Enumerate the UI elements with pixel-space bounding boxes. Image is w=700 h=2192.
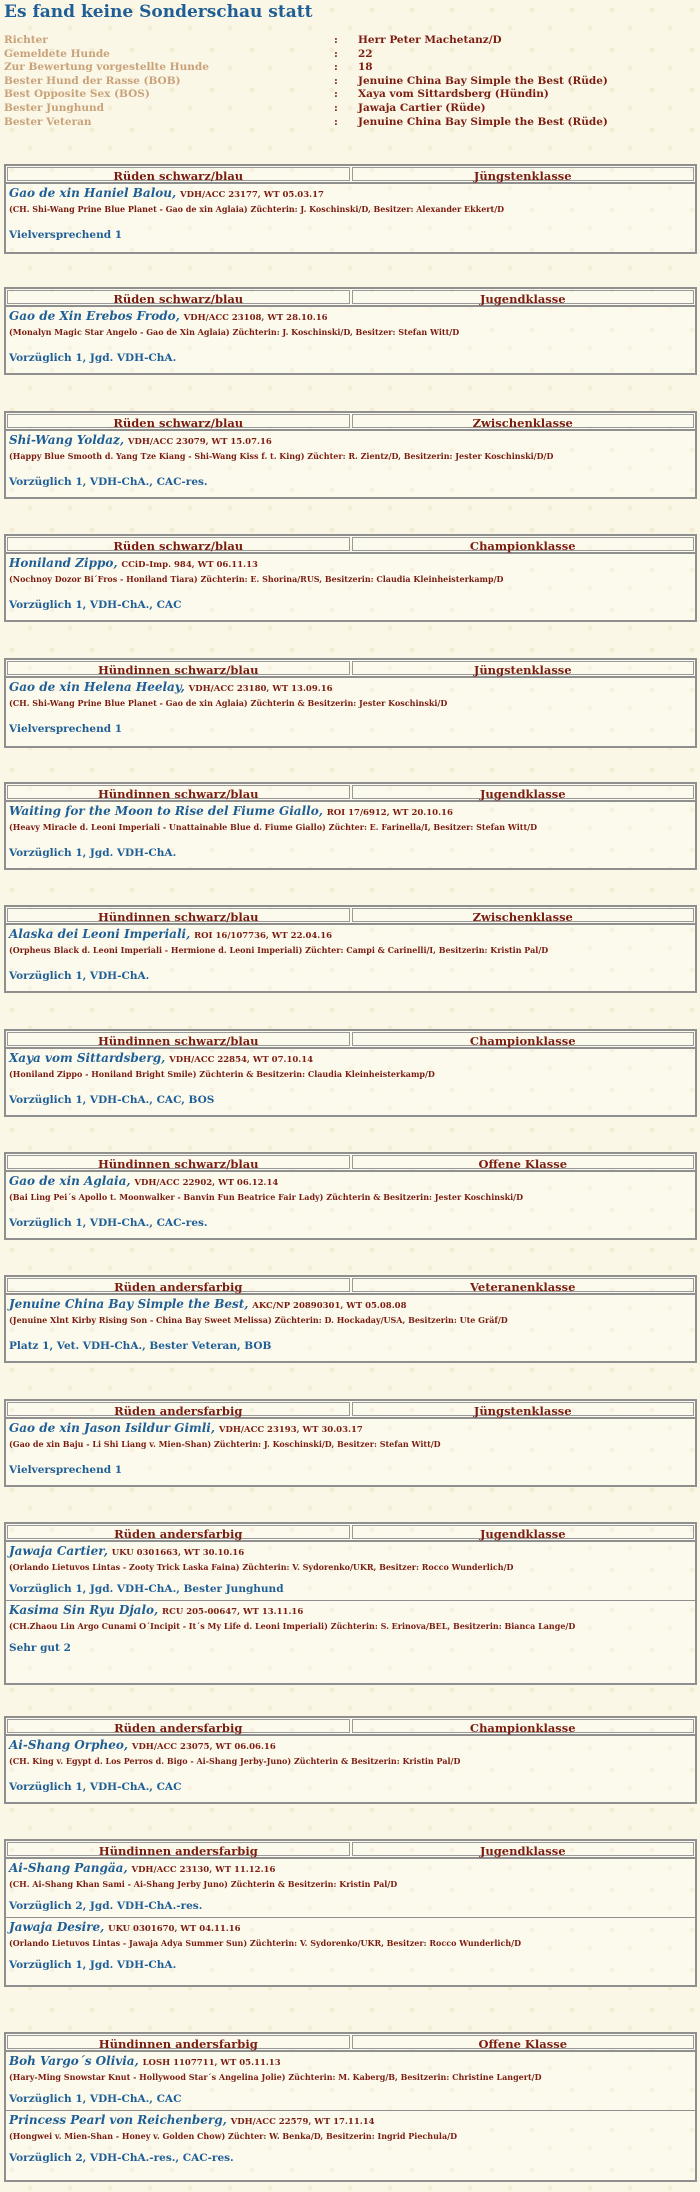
summary-label: Gemeldete Hunde [4,47,110,60]
summary-value: 22 [358,47,373,60]
summary-table [4,34,694,129]
dog-registration: VDH/ACC 22854, WT 07.10.14 [169,1055,314,1065]
dog-entry [6,1418,695,1481]
summary-label: Bester Veteran [4,115,92,128]
summary-row [4,48,694,62]
dog-pedigree: (CH. Shi-Wang Prine Blue Planet - Gao de xin Aglaia) Züchterin: J. Koschinski/D, Besitzer: Alexander Ekkert/D [9,204,505,214]
dog-title-line [9,309,692,326]
class-header [6,1841,695,1858]
dog-registration: AKC/NP 20890301, WT 05.08.08 [252,1301,407,1311]
class-label: Championklasse [352,1719,695,1733]
class-header [6,1154,695,1171]
dog-result: Sehr gut 2 [9,1642,71,1654]
dog-title-line [9,2054,692,2071]
group-label: Rüden andersfarbig [7,1278,350,1292]
class-header [6,289,695,306]
class-header [6,1401,695,1418]
dog-pedigree: (Orpheus Black d. Leoni Imperiali - Hermione d. Leoni Imperiali) Züchter: Campi & Carinelli/I, Besitzerin: Kristin Pal/D [9,945,549,955]
group-label: Rüden schwarz/blau [7,537,350,551]
dog-name: Shi-Wang Yoldaz, [9,433,125,447]
dog-registration: ROI 17/6912, WT 20.10.16 [326,808,453,818]
class-label: Jugendklasse [352,1525,695,1539]
summary-value: Herr Peter Machetanz/D [358,34,502,46]
dog-title-line [9,1603,692,1620]
page-title: Es fand keine Sonderschau statt [4,2,313,22]
dog-name: Princess Pearl von Reichenberg, [9,2113,227,2127]
class-label: Championklasse [352,537,695,551]
group-label: Rüden schwarz/blau [7,290,350,304]
dog-title-line [9,804,692,821]
summary-label: Bester Hund der Rasse (BOB) [4,74,181,87]
summary-value: Jenuine China Bay Simple the Best (Rüde) [358,74,608,87]
dog-registration: VDH/ACC 23130, WT 11.12.16 [131,1865,276,1875]
group-label: Rüden andersfarbig [7,1402,350,1416]
class-header [6,2034,695,2051]
dog-pedigree: (CH. Shi-Wang Prine Blue Planet - Gao de xin Aglaia) Züchterin & Besitzerin: Jester Koschinski/D [9,698,448,708]
dog-result: Vorzüglich 1, VDH-ChA., CAC-res. [9,476,208,488]
class-label: Veteranenklasse [352,1278,695,1292]
class-label: Offene Klasse [352,2035,695,2049]
dog-result: Vorzüglich 1, Jgd. VDH-ChA. [9,847,177,859]
class-label: Jugendklasse [352,785,695,799]
class-label: Offene Klasse [352,1155,695,1169]
dog-name: Waiting for the Moon to Rise del Fiume Giallo, [9,804,323,818]
dog-name: Jawaja Cartier, [9,1544,108,1558]
class-header [6,907,695,924]
dog-registration: RCU 205-00647, WT 13.11.16 [162,1607,304,1617]
dog-name: Ai-Shang Pangäa, [9,1861,128,1875]
dog-registration: VDH/ACC 22579, WT 17.11.14 [230,2117,375,2127]
dog-name: Ai-Shang Orpheo, [9,1738,129,1752]
dog-name: Jawaja Desire, [9,1920,105,1934]
class-card [4,411,697,499]
dog-entry [6,430,695,493]
dog-pedigree: (Monalyn Magic Star Angelo - Gao de Xin Aglaia) Züchterin: J. Koschinski/D, Besitzer: Stefan Witt/D [9,327,460,337]
class-header [6,1718,695,1735]
summary-row [4,34,694,48]
dog-title-line [9,186,692,203]
dog-entry [6,2110,695,2169]
summary-row [4,116,694,130]
group-label: Hündinnen schwarz/blau [7,1155,350,1169]
group-label: Rüden schwarz/blau [7,167,350,181]
dog-title-line [9,1544,692,1561]
class-label: Zwischenklasse [352,414,695,428]
dog-result: Vorzüglich 1, VDH-ChA. [9,970,150,982]
class-card [4,658,697,748]
dog-registration: VDH/ACC 23079, WT 15.07.16 [127,437,272,447]
dog-title-line [9,433,692,450]
dog-pedigree: (Happy Blue Smooth d. Yang Tze Kiang - Shi-Wang Kiss f. t. King) Züchter: R. Zientz/D, Besitzerin: Jester Koschinski/D/D [9,451,554,461]
class-header [6,784,695,801]
summary-row [4,61,694,75]
group-label: Hündinnen schwarz/blau [7,908,350,922]
class-label: Championklasse [352,1032,695,1046]
class-label: Jüngstenklasse [352,661,695,675]
summary-separator: : [334,34,338,46]
dog-pedigree: (Orlando Lietuvos Lintas - Zooty Trick Laska Faina) Züchterin: V. Sydorenko/UKR, Besitzer: Rocco Wunderlich/D [9,1562,514,1572]
summary-value: Jenuine China Bay Simple the Best (Rüde) [358,115,608,128]
dog-registration: VDH/ACC 23108, WT 28.10.16 [183,313,328,323]
dog-name: Gao de xin Haniel Balou, [9,186,177,200]
group-label: Hündinnen schwarz/blau [7,661,350,675]
dog-pedigree: (CH. King v. Egypt d. Los Perros d. Bigo - Ai-Shang Jerby-Juno) Züchterin & Besitzerin: Kristin Pal/D [9,1756,461,1766]
class-header [6,1524,695,1541]
dog-result: Vielversprechend 1 [9,723,123,735]
dog-title-line [9,927,692,944]
dog-result: Vorzüglich 1, VDH-ChA., CAC [9,2093,182,2105]
dog-entry [6,1858,695,1917]
class-header [6,1031,695,1048]
dog-result: Vorzüglich 1, VDH-ChA., CAC, BOS [9,1094,215,1106]
dog-result: Platz 1, Vet. VDH-ChA., Bester Veteran, BOB [9,1340,272,1352]
class-label: Jugendklasse [352,1842,695,1856]
summary-row [4,102,694,116]
dog-entry [6,1171,695,1234]
class-card [4,1716,697,1804]
dog-pedigree: (Bai Ling Pei´s Apollo t. Moonwalker - Banvin Fun Beatrice Fair Lady) Züchterin & Besitzerin: Jester Koschinski/D [9,1192,524,1202]
dog-entry [6,924,695,987]
group-label: Hündinnen schwarz/blau [7,1032,350,1046]
class-card [4,287,697,375]
dog-name: Boh Vargo´s Olivia, [9,2054,139,2068]
dog-entry [6,306,695,369]
dog-pedigree: (CH. Ai-Shang Khan Sami - Ai-Shang Jerby Juno) Züchterin & Besitzerin: Kristin Pal/D [9,1879,398,1889]
dog-result: Vielversprechend 1 [9,229,123,241]
dog-entry [6,1541,695,1600]
class-label: Jüngstenklasse [352,1402,695,1416]
summary-value: 18 [358,61,373,74]
dog-pedigree: (Hary-Ming Snowstar Knut - Hollywood Star´s Angelina Jolie) Züchterin: M. Kaberg/B, Besitzerin: Christine Langert/D [9,2072,542,2082]
class-card [4,164,697,254]
summary-label: Bester Junghund [4,101,105,114]
dog-pedigree: (Hongwei v. Mien-Shan - Honey v. Golden Chow) Züchter: W. Benka/D, Besitzerin: Ingrid Piechula/D [9,2131,458,2141]
dog-title-line [9,556,692,573]
dog-pedigree: (Gao de xin Baju - Li Shi Liang v. Mien-Shan) Züchterin: J. Koschinski/D, Besitzer: Stefan Witt/D [9,1439,441,1449]
dog-registration: ROI 16/107736, WT 22.04.16 [194,931,333,941]
summary-separator: : [334,101,338,114]
dog-name: Honiland Zippo, [9,556,118,570]
dog-registration: VDH/ACC 23193, WT 30.03.17 [218,1425,363,1435]
dog-entry [6,1917,695,1976]
class-card [4,1522,697,1685]
summary-value: Xaya vom Sittardsberg (Hündin) [358,88,549,101]
dog-pedigree: (CH.Zhaou Lin Argo Cunami O´Incipit - It´s My Life d. Leoni Imperiali) Züchterin: S. Erinova/BEL, Besitzerin: Bianca Lange/D [9,1621,576,1631]
group-label: Rüden andersfarbig [7,1525,350,1539]
class-label: Zwischenklasse [352,908,695,922]
dog-name: Gao de xin Aglaia, [9,1174,131,1188]
dog-name: Gao de xin Helena Heelay, [9,680,185,694]
summary-label: Best Opposite Sex (BOS) [4,88,150,101]
dog-result: Vorzüglich 1, Jgd. VDH-ChA. [9,1959,177,1971]
dog-pedigree: (Orlando Lietuvos Lintas - Jawaja Adya Summer Sun) Züchterin: V. Sydorenko/UKR, Besitzer: Rocco Wunderlich/D [9,1938,522,1948]
class-label: Jugendklasse [352,290,695,304]
summary-separator: : [334,61,338,74]
dog-registration: UKU 0301670, WT 04.11.16 [108,1924,241,1934]
dog-name: Xaya vom Sittardsberg, [9,1051,166,1065]
dog-registration: VDH/ACC 23075, WT 06.06.16 [131,1742,276,1752]
summary-row [4,75,694,89]
class-label: Jüngstenklasse [352,167,695,181]
class-card [4,2032,697,2182]
class-header [6,1277,695,1294]
dog-title-line [9,1421,692,1438]
class-card [4,1275,697,1363]
class-header [6,536,695,553]
dog-result: Vorzüglich 1, VDH-ChA., CAC [9,599,182,611]
dog-title-line [9,680,692,697]
dog-entry [6,553,695,616]
summary-label: Zur Bewertung vorgestellte Hunde [4,61,209,74]
dog-title-line [9,1738,692,1755]
dog-entry [6,183,695,246]
group-label: Hündinnen andersfarbig [7,2035,350,2049]
summary-value: Jawaja Cartier (Rüde) [358,101,486,114]
dog-registration: LOSH 1107711, WT 05.11.13 [142,2058,281,2068]
dog-name: Alaska dei Leoni Imperiali, [9,927,191,941]
dog-name: Gao de xin Jason Isildur Gimli, [9,1421,216,1435]
dog-pedigree: (Honiland Zippo - Honiland Bright Smile) Züchterin & Besitzerin: Claudia Kleinheisterkamp/D [9,1069,435,1079]
dog-result: Vorzüglich 2, Jgd. VDH-ChA.-res. [9,1900,203,1912]
group-label: Rüden andersfarbig [7,1719,350,1733]
dog-registration: UKU 0301663, WT 30.10.16 [111,1548,245,1558]
class-header [6,413,695,430]
class-card [4,1152,697,1240]
class-header [6,166,695,183]
dog-result: Vorzüglich 1, Jgd. VDH-ChA. [9,352,177,364]
dog-entry [6,1735,695,1798]
dog-title-line [9,2113,692,2130]
class-card [4,1029,697,1117]
dog-registration: VDH/ACC 22902, WT 06.12.14 [134,1178,279,1188]
dog-entry [6,1048,695,1111]
class-card [4,905,697,993]
dog-pedigree: (Nochnoy Dozor Bi´Fros - Honiland Tiara) Züchterin: E. Shorina/RUS, Besitzerin: Claudia Kleinheisterkamp/D [9,574,504,584]
dog-pedigree: (Heavy Miracle d. Leoni Imperiali - Unattainable Blue d. Fiume Giallo) Züchter: E. Farinella/I, Besitzer: Stefan Witt/D [9,822,538,832]
class-card [4,782,697,870]
dog-title-line [9,1051,692,1068]
summary-row [4,88,694,102]
dog-name: Gao de Xin Erebos Frodo, [9,309,180,323]
group-label: Hündinnen andersfarbig [7,1842,350,1856]
dog-entry [6,1600,695,1659]
dog-entry [6,1294,695,1357]
summary-separator: : [334,47,338,60]
dog-result: Vorzüglich 2, VDH-ChA.-res., CAC-res. [9,2152,234,2164]
dog-title-line [9,1861,692,1878]
summary-separator: : [334,88,338,101]
dog-title-line [9,1297,692,1314]
class-card [4,1399,697,1487]
group-label: Rüden schwarz/blau [7,414,350,428]
summary-separator: : [334,74,338,87]
summary-separator: : [334,115,338,128]
dog-result: Vorzüglich 1, Jgd. VDH-ChA., Bester Junghund [9,1583,284,1595]
dog-name: Jenuine China Bay Simple the Best, [9,1297,249,1311]
dog-entry [6,677,695,740]
class-header [6,660,695,677]
dog-name: Kasima Sin Ryu Djalo, [9,1603,159,1617]
dog-pedigree: (Jenuine Xlnt Kirby Rising Son - China Bay Sweet Melissa) Züchterin: D. Hockaday/USA, Besitzerin: Ute Gräf/D [9,1315,508,1325]
dog-registration: VDH/ACC 23180, WT 13.09.16 [188,684,333,694]
summary-label: Richter [4,34,48,46]
dog-title-line [9,1174,692,1191]
class-card [4,1839,697,1987]
dog-result: Vorzüglich 1, VDH-ChA., CAC [9,1781,182,1793]
dog-result: Vorzüglich 1, VDH-ChA., CAC-res. [9,1217,208,1229]
dog-registration: VDH/ACC 23177, WT 05.03.17 [180,190,324,200]
dog-entry [6,801,695,864]
dog-entry [6,2051,695,2110]
dog-registration: CCiD-Imp. 984, WT 06.11.13 [121,560,258,570]
group-label: Hündinnen schwarz/blau [7,785,350,799]
dog-title-line [9,1920,692,1937]
dog-result: Vielversprechend 1 [9,1464,123,1476]
class-card [4,534,697,622]
